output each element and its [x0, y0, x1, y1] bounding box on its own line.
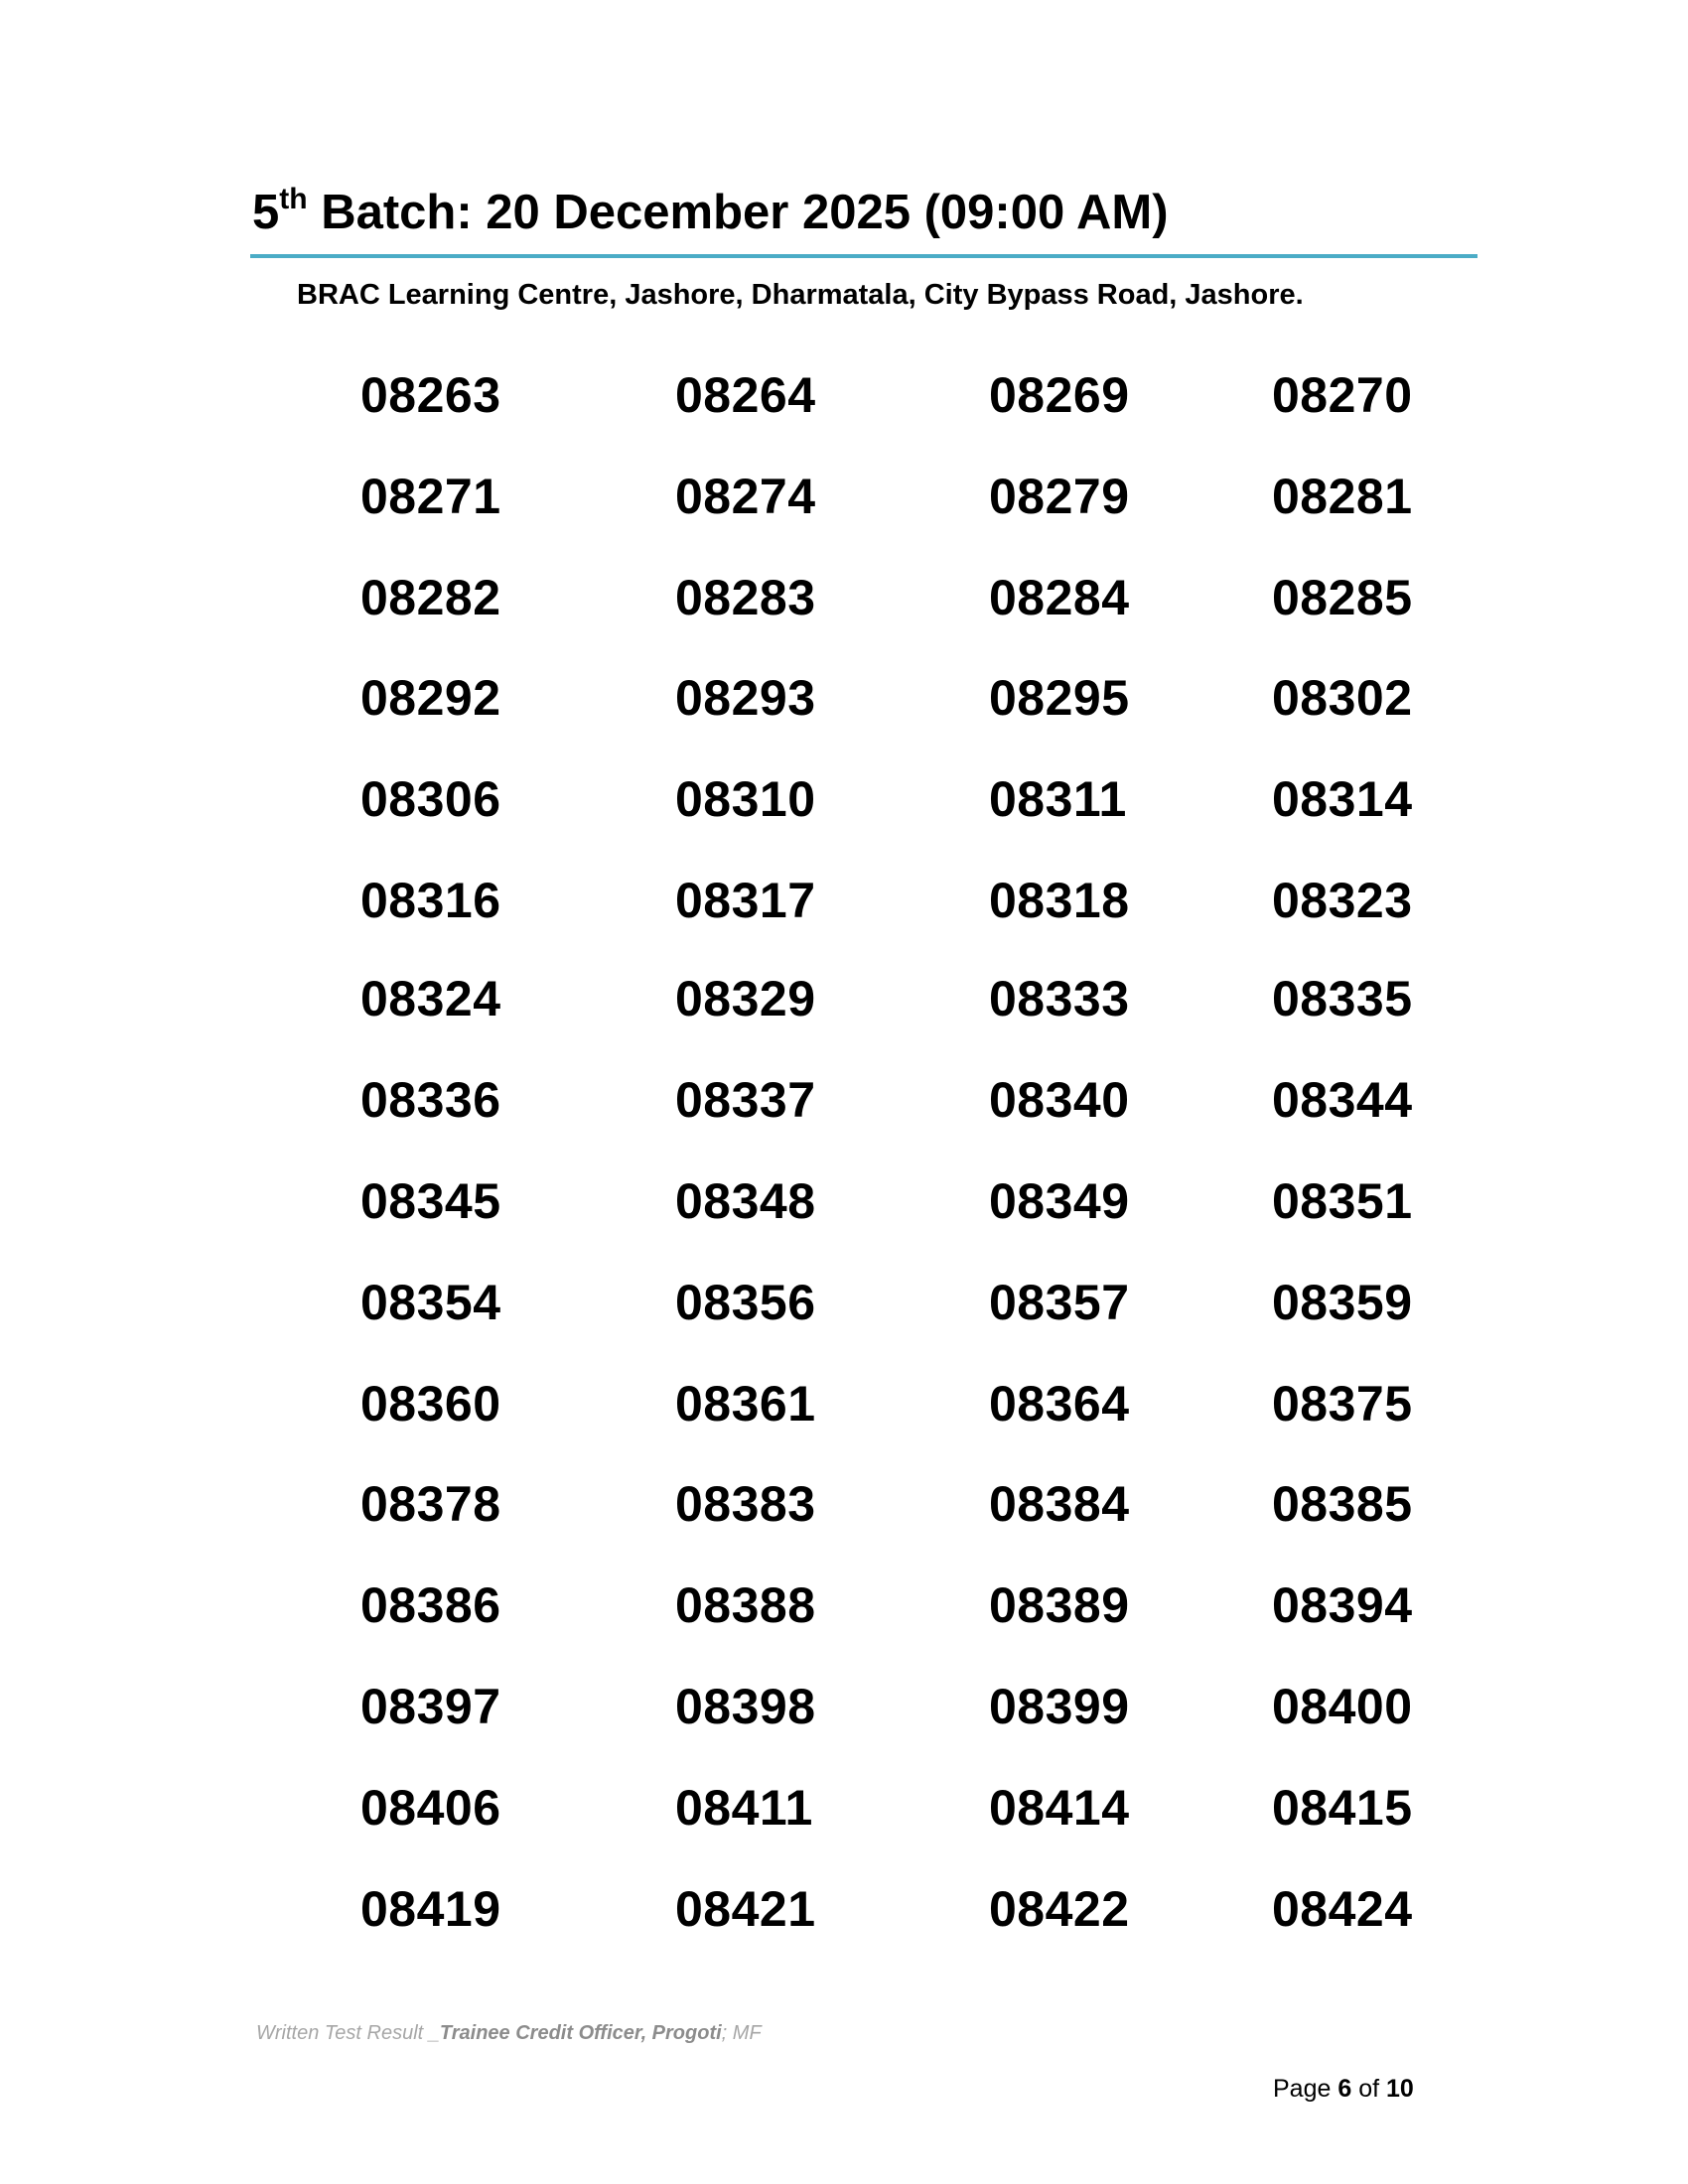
- roll-number: 08270: [1272, 367, 1413, 423]
- roll-number: 08335: [1272, 971, 1413, 1026]
- roll-number: 08282: [360, 570, 501, 625]
- roll-number: 08375: [1272, 1376, 1413, 1432]
- roll-number: 08400: [1272, 1679, 1413, 1734]
- roll-number: 08348: [675, 1173, 816, 1229]
- roll-number: 08264: [675, 367, 816, 423]
- roll-number: 08397: [360, 1679, 501, 1734]
- roll-number: 08361: [675, 1376, 816, 1432]
- roll-number: 08336: [360, 1072, 501, 1128]
- page-of: of: [1351, 2075, 1386, 2103]
- roll-number: 08383: [675, 1476, 816, 1532]
- page-total: 10: [1386, 2075, 1414, 2103]
- roll-number: 08385: [1272, 1476, 1413, 1532]
- roll-number: 08394: [1272, 1577, 1413, 1633]
- roll-number: 08389: [989, 1577, 1130, 1633]
- page-label: Page: [1273, 2075, 1338, 2103]
- roll-number: 08398: [675, 1679, 816, 1734]
- roll-number: 08388: [675, 1577, 816, 1633]
- roll-number: 08421: [675, 1881, 816, 1937]
- roll-number: 08345: [360, 1173, 501, 1229]
- roll-number: 08344: [1272, 1072, 1413, 1128]
- roll-number: 08359: [1272, 1275, 1413, 1330]
- roll-number: 08415: [1272, 1780, 1413, 1836]
- batch-number: 5: [252, 186, 280, 239]
- roll-number: 08411: [675, 1780, 813, 1836]
- roll-number: 08302: [1272, 670, 1413, 726]
- roll-number: 08419: [360, 1881, 501, 1937]
- roll-number: 08311: [989, 771, 1127, 827]
- roll-number: 08337: [675, 1072, 816, 1128]
- roll-number: 08269: [989, 367, 1130, 423]
- roll-number: 08340: [989, 1072, 1130, 1128]
- footer-document-note: [256, 2020, 762, 2046]
- roll-number: 08333: [989, 971, 1130, 1026]
- footer-position: Trainee Credit Officer, Progoti: [439, 2022, 722, 2044]
- roll-number: 08292: [360, 670, 501, 726]
- roll-number: 08310: [675, 771, 816, 827]
- roll-number: 08285: [1272, 570, 1413, 625]
- page-number: [1273, 2073, 1414, 2105]
- roll-number: 08274: [675, 469, 816, 524]
- roll-number: 08306: [360, 771, 501, 827]
- roll-number: 08424: [1272, 1881, 1413, 1937]
- roll-number: 08271: [360, 469, 501, 524]
- roll-number: 08357: [989, 1275, 1130, 1330]
- ordinal-suffix: th: [279, 183, 308, 215]
- roll-number: 08354: [360, 1275, 501, 1330]
- roll-number: 08356: [675, 1275, 816, 1330]
- roll-number: 08386: [360, 1577, 501, 1633]
- roll-number: 08323: [1272, 873, 1413, 928]
- roll-number: 08324: [360, 971, 501, 1026]
- roll-number: 08295: [989, 670, 1130, 726]
- roll-number: 08263: [360, 367, 501, 423]
- roll-number: 08284: [989, 570, 1130, 625]
- batch-title-text: Batch: 20 December 2025 (09:00 AM): [307, 186, 1169, 239]
- roll-number: 08329: [675, 971, 816, 1026]
- roll-number: 08414: [989, 1780, 1130, 1836]
- roll-number: 08422: [989, 1881, 1130, 1937]
- roll-number: 08384: [989, 1476, 1130, 1532]
- page-current: 6: [1337, 2075, 1352, 2103]
- roll-number: 08351: [1272, 1173, 1413, 1229]
- roll-number: 08360: [360, 1376, 501, 1432]
- footer-suffix: ; MF: [721, 2022, 762, 2044]
- roll-number: 08317: [675, 873, 816, 928]
- roll-number: 08406: [360, 1780, 501, 1836]
- roll-number: 08318: [989, 873, 1130, 928]
- roll-number: 08279: [989, 469, 1130, 524]
- roll-number: 08349: [989, 1173, 1130, 1229]
- footer-prefix: Written Test Result _: [256, 2022, 440, 2044]
- roll-number: 08399: [989, 1679, 1130, 1734]
- venue-address: BRAC Learning Centre, Jashore, Dharmatala, City Bypass Road, Jashore.: [297, 279, 1304, 311]
- roll-number: 08283: [675, 570, 816, 625]
- roll-number: 08316: [360, 873, 501, 928]
- roll-number: 08378: [360, 1476, 501, 1532]
- roll-number: 08281: [1272, 469, 1413, 524]
- roll-number: 08314: [1272, 771, 1413, 827]
- roll-number: 08364: [989, 1376, 1130, 1432]
- roll-number: 08293: [675, 670, 816, 726]
